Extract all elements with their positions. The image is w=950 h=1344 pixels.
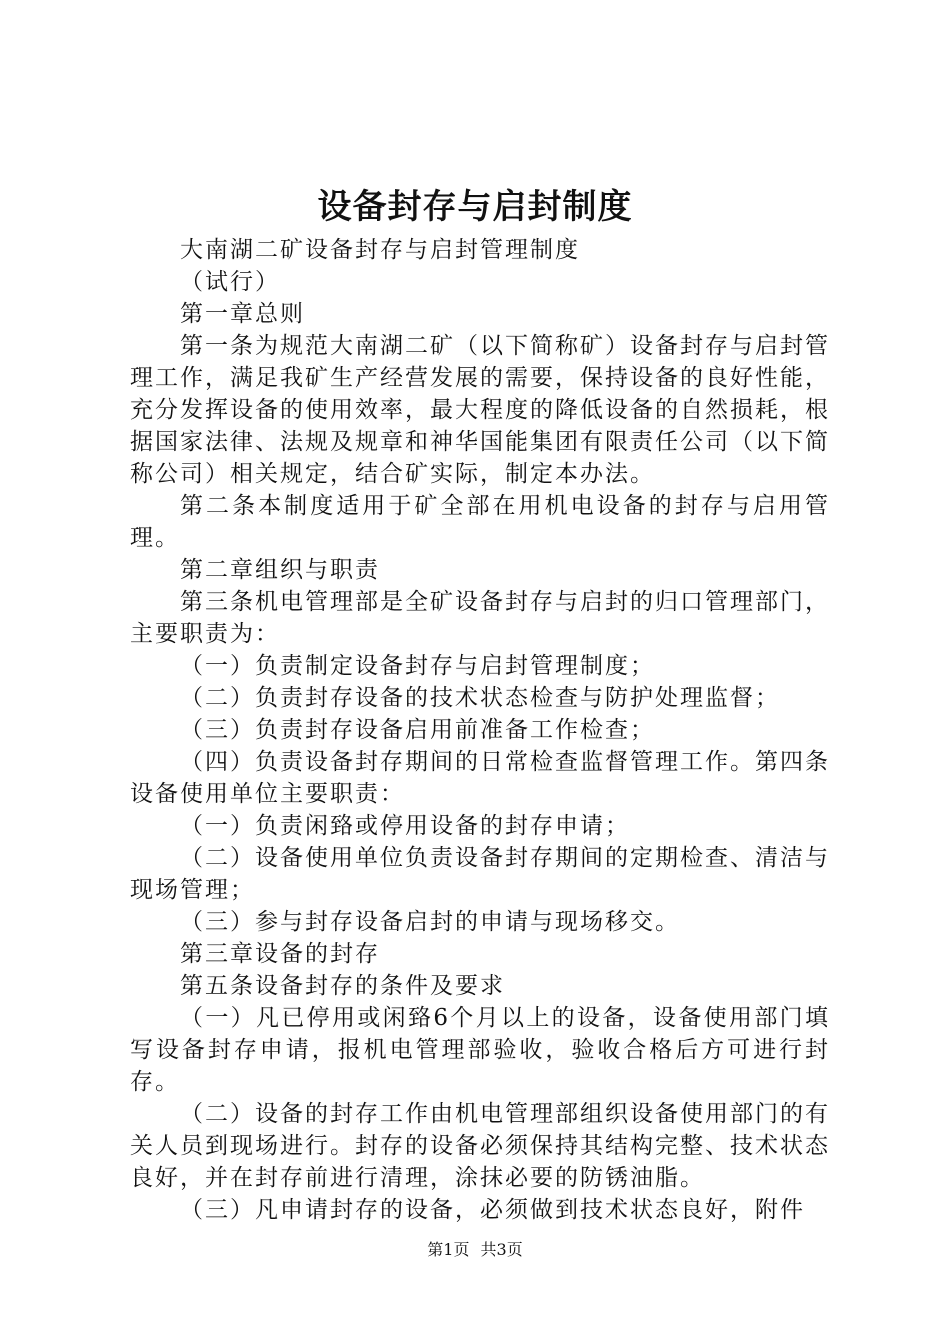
paragraph: （一）负责制定设备封存与启封管理制度； bbox=[180, 653, 655, 679]
paragraph: 第二章组织与职责 bbox=[180, 557, 380, 583]
paragraph: （三）凡申请封存的设备，必须做到技术状态良好，附件 bbox=[180, 1197, 805, 1223]
paragraph: 第三章设备的封存 bbox=[180, 941, 380, 967]
document-body bbox=[130, 234, 830, 1226]
paragraph: 第二条本制度适用于矿全部在用机电设备的封存与启用管理。 bbox=[130, 493, 830, 551]
paragraph: （二）负责封存设备的技术状态检查与防护处理监督； bbox=[180, 685, 780, 711]
paragraph: 第一条为规范大南湖二矿（以下简称矿）设备封存与启封管理工作，满足我矿生产经营发展的需要，保持设备的良好性能，充分发挥设备的使用效率，最大程度的降低设备的自然损耗，根据国家法律、法规及规章和神华国能集团有限责任公司（以下简称公司）相关规定，结合矿实际，制定本办法。 bbox=[130, 333, 830, 487]
paragraph: 第三条机电管理部是全矿设备封存与启封的归口管理部门，主要职责为： bbox=[130, 589, 830, 647]
paragraph: （一）负责闲臵或停用设备的封存申请； bbox=[180, 813, 630, 839]
page-number: 第1页 bbox=[427, 1240, 470, 1259]
paragraph: （试行） bbox=[180, 269, 280, 295]
document-title: 设备封存与启封制度 bbox=[317, 187, 633, 227]
paragraph: （三）参与封存设备启封的申请与现场移交。 bbox=[180, 909, 680, 935]
paragraph: （二）设备的封存工作由机电管理部组织设备使用部门的有关人员到现场进行。封存的设备必须保持其结构完整、技术状态良好，并在封存前进行清理，涂抹必要的防锈油脂。 bbox=[130, 1101, 830, 1191]
paragraph: 第一章总则 bbox=[180, 301, 305, 327]
paragraph: （四）负责设备封存期间的日常检查监督管理工作。第四条设备使用单位主要职责： bbox=[130, 749, 830, 807]
page-footer bbox=[0, 1240, 950, 1260]
page-total: 共3页 bbox=[480, 1240, 523, 1259]
paragraph: （一）凡已停用或闲臵6个月以上的设备，设备使用部门填写设备封存申请，报机电管理部验收，验收合格后方可进行封存。 bbox=[130, 1005, 830, 1095]
paragraph: （三）负责封存设备启用前准备工作检查； bbox=[180, 717, 655, 743]
paragraph: （二）设备使用单位负责设备封存期间的定期检查、清洁与现场管理； bbox=[130, 845, 830, 903]
paragraph: 大南湖二矿设备封存与启封管理制度 bbox=[180, 237, 580, 263]
paragraph: 第五条设备封存的条件及要求 bbox=[180, 973, 505, 999]
